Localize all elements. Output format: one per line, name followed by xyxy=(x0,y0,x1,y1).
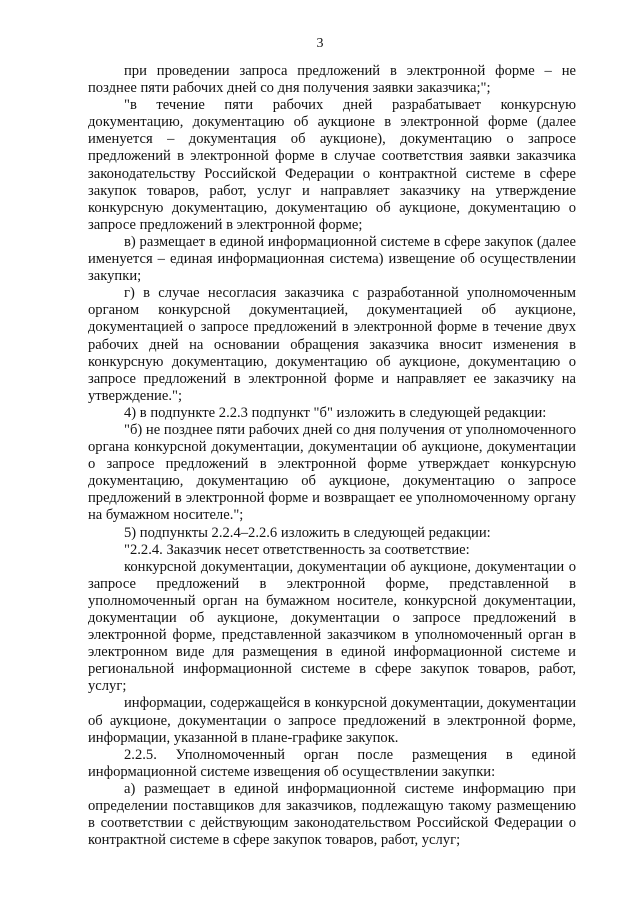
paragraph-1: при проведении запроса предложений в электронной форме – не позднее пяти рабочих дней со дня получения заявки заказчика;"; xyxy=(88,63,576,97)
paragraph-7: 5) подпункты 2.2.4–2.2.6 изложить в следующей редакции: xyxy=(124,524,491,541)
paragraph-2: "в течение пяти рабочих дней разрабатывает конкурсную документацию, документацию об аукционе в электронной форме (далее именуется – документация об аукционе), документацию о запросе предложений в электронной форме в случае соответствия заявки заказчика законодательству Российской Федерации о контрактной системе в сфере закупок товаров, работ, услуг и направляет заказчику на утверждение конкурсную документацию, документацию об аукционе, документацию о запросе предложений в электронной форме; xyxy=(88,97,576,233)
document-body xyxy=(88,63,576,849)
paragraph-6: "б) не позднее пяти рабочих дней со дня получения от уполномоченного органа конкурсной документации, документации об аукционе, документации о запросе предложений в электронной форме утверждает конкурсную документацию, документацию об аукционе, документацию о запросе предложений в электронной форме и возвращает ее уполномоченному органу на бумажном носителе."; xyxy=(88,421,576,524)
paragraph-11: 2.2.5. Уполномоченный орган после размещения в единой информационной системе извещения об осуществлении закупки: xyxy=(88,746,576,780)
paragraph-5: 4) в подпункте 2.2.3 подпункт "б" изложить в следующей редакции: xyxy=(124,404,547,421)
page-number: 3 xyxy=(316,36,324,51)
paragraph-4: г) в случае несогласия заказчика с разработанной уполномоченным органом конкурсной документацией, документацией об аукционе, документацией о запросе предложений в электронной форме в течение двух рабочих дней на основании обращения заказчика вносит изменения в конкурсную документацию, документацию об аукционе, документацию о запросе предложений в электронной форме и направляет ее заказчику на утверждение."; xyxy=(88,285,576,404)
paragraph-10: информации, содержащейся в конкурсной документации, документации об аукционе, документации о запросе предложений в электронной форме, информации, указанной в плане-графике закупок. xyxy=(88,695,576,746)
paragraph-9: конкурсной документации, документации об аукционе, документации о запросе предложений в электронной форме, представленной в уполномоченный орган на бумажном носителе, конкурсной документации, документации об аукционе, документации о запросе предложений в электронной форме, представленной заказчиком в уполномоченный орган в электронном виде для размещения в единой информационной системе и региональной информационной системе в сфере закупок товаров, работ, услуг; xyxy=(88,558,576,695)
paragraph-12: а) размещает в единой информационной системе информацию при определении поставщиков для заказчиков, подлежащую такому размещению в соответствии с действующим законодательством Российской Федерации о контрактной системе в сфере закупок товаров, работ, услуг; xyxy=(88,780,576,849)
paragraph-8: "2.2.4. Заказчик несет ответственность за соответствие: xyxy=(124,541,470,558)
paragraph-3: в) размещает в единой информационной системе в сфере закупок (далее именуется – единая информационная система) извещение об осуществлении закупки; xyxy=(88,233,576,285)
